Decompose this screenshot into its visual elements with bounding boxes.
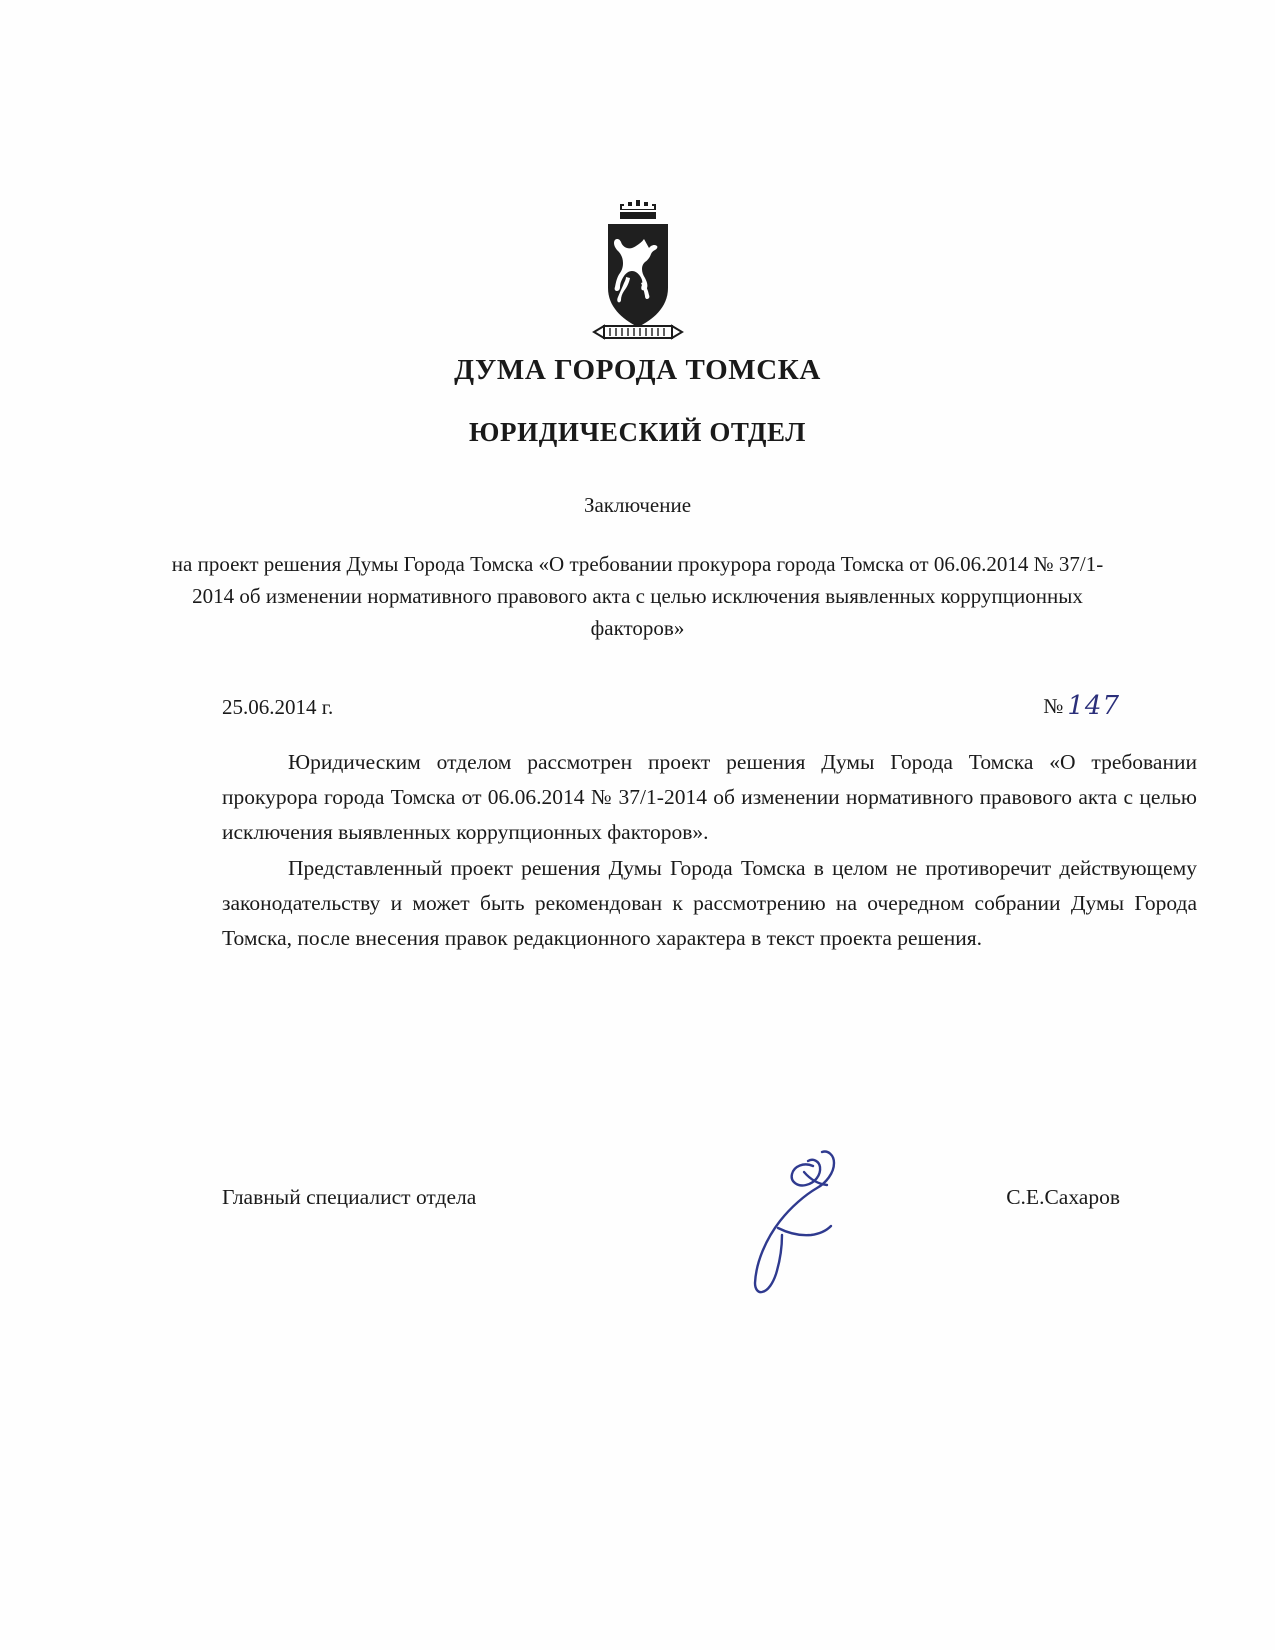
body-paragraph: Представленный проект решения Думы Города Томска в целом не противоречит действующему законодательству и может быть рекомендован к рассмотрению на очередном собрании Думы Города Томска, после внесения правок редакционного характера в текст проекта решения.: [222, 856, 1197, 951]
number-value-handwritten: 147: [1067, 691, 1120, 721]
signer-position: Главный специалист отдела: [222, 1185, 477, 1209]
document-meta-row: [222, 690, 1120, 720]
signer-name: С.Е.Сахаров: [1006, 1185, 1120, 1209]
signature-row: [222, 1185, 1120, 1210]
emblem-container: [0, 196, 1275, 348]
document-kind: Заключение: [583, 493, 692, 517]
document-body: [222, 745, 1197, 958]
document-heading: [0, 352, 1275, 645]
document-date: 25.06.2014 г.: [222, 695, 334, 719]
number-label: №: [1043, 694, 1064, 718]
document-subject: на проект решения Думы Города Томска «О требовании прокурора города Томска от 06.06.2014 № 37/1-2014 об изменении нормативного правового акта с целью исключения выявленных коррупционных факторов»: [171, 552, 1104, 640]
department-name: ЮРИДИЧЕСКИЙ ОТДЕЛ: [469, 417, 806, 448]
body-paragraph: Юридическим отделом рассмотрен проект решения Думы Города Томска «О требовании прокурора города Томска от 06.06.2014 № 37/1-2014 об изменении нормативного правового акта с целью исключения выявленных коррупционных факторов».: [222, 750, 1197, 844]
organization-name: ДУМА ГОРОДА ТОМСКА: [454, 354, 821, 386]
signature-icon: [718, 1130, 908, 1320]
document-number: [1043, 690, 1120, 720]
coat-of-arms-icon: [586, 196, 690, 348]
